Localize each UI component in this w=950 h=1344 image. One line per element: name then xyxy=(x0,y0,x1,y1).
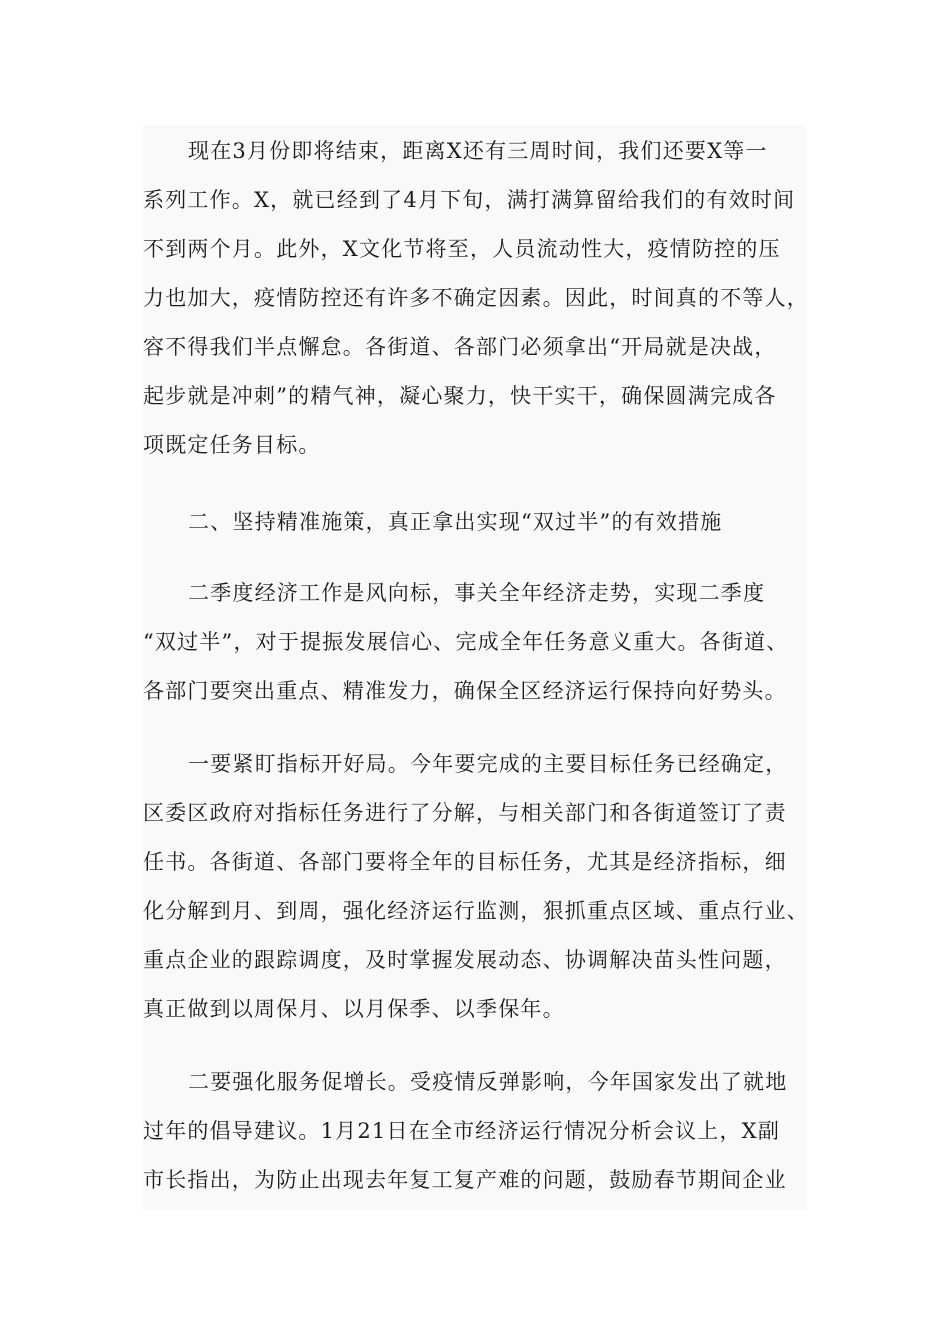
paragraph-1 xyxy=(143,127,809,470)
text-line: 重点企业的跟踪调度，及时掌握发展动态、协调解决苗头性问题， xyxy=(143,948,787,972)
text-line: 项既定任务目标。 xyxy=(143,433,321,457)
section-heading xyxy=(143,498,806,547)
paragraph-3 xyxy=(143,569,806,716)
text-line: 一要紧盯指标开好局。今年要完成的主要目标任务已经确定， xyxy=(188,752,788,776)
text-line: 市长指出，为防止出现去年复工复产难的问题，鼓励春节期间企业 xyxy=(143,1168,787,1192)
paragraph-4 xyxy=(143,740,809,1034)
text-line: 各部门要突出重点、精准发力，确保全区经济运行保持向好势头。 xyxy=(143,679,787,703)
text-line: “双过半”，对于提振发展信心、完成全年任务意义重大。各街道、 xyxy=(143,630,789,654)
text-line: 化分解到月、到周，强化经济运行监测，狠抓重点区域、重点行业、 xyxy=(143,899,809,923)
text-line: 过年的倡导建议。1月21日在全市经济运行情况分析会议上，X副 xyxy=(143,1119,781,1143)
text-line: 容不得我们半点懈怠。各街道、各部门必须拿出“开局就是决战， xyxy=(143,335,777,359)
text-line: 真正做到以周保月、以月保季、以季保年。 xyxy=(143,997,565,1021)
text-line: 任书。各街道、各部门要将全年的目标任务，尤其是经济指标，细 xyxy=(143,850,787,874)
text-line: 二季度经济工作是风向标，事关全年经济走势，实现二季度 xyxy=(188,581,766,605)
text-line: 区委区政府对指标任务进行了分解，与相关部门和各街道签订了责 xyxy=(143,801,787,825)
text-line: 起步就是冲刺”的精气神，凝心聚力，快干实干，确保圆满完成各 xyxy=(143,384,777,408)
paragraph-5 xyxy=(143,1058,806,1205)
text-line: 不到两个月。此外，X文化节将至，人员流动性大，疫情防控的压 xyxy=(143,237,781,261)
text-line: 力也加大，疫情防控还有许多不确定因素。因此，时间真的不等人， xyxy=(143,286,809,310)
heading-text: 二、坚持精准施策，真正拿出实现“双过半”的有效措施 xyxy=(188,510,723,534)
text-line: 现在3月份即将结束，距离X还有三周时间，我们还要X等一 xyxy=(188,139,768,163)
text-line: 二要强化服务促增长。受疫情反弹影响，今年国家发出了就地 xyxy=(188,1070,788,1094)
text-line: 系列工作。X，就已经到了4月下旬，满打满算留给我们的有效时间 xyxy=(143,188,796,212)
document-body xyxy=(143,125,809,1210)
